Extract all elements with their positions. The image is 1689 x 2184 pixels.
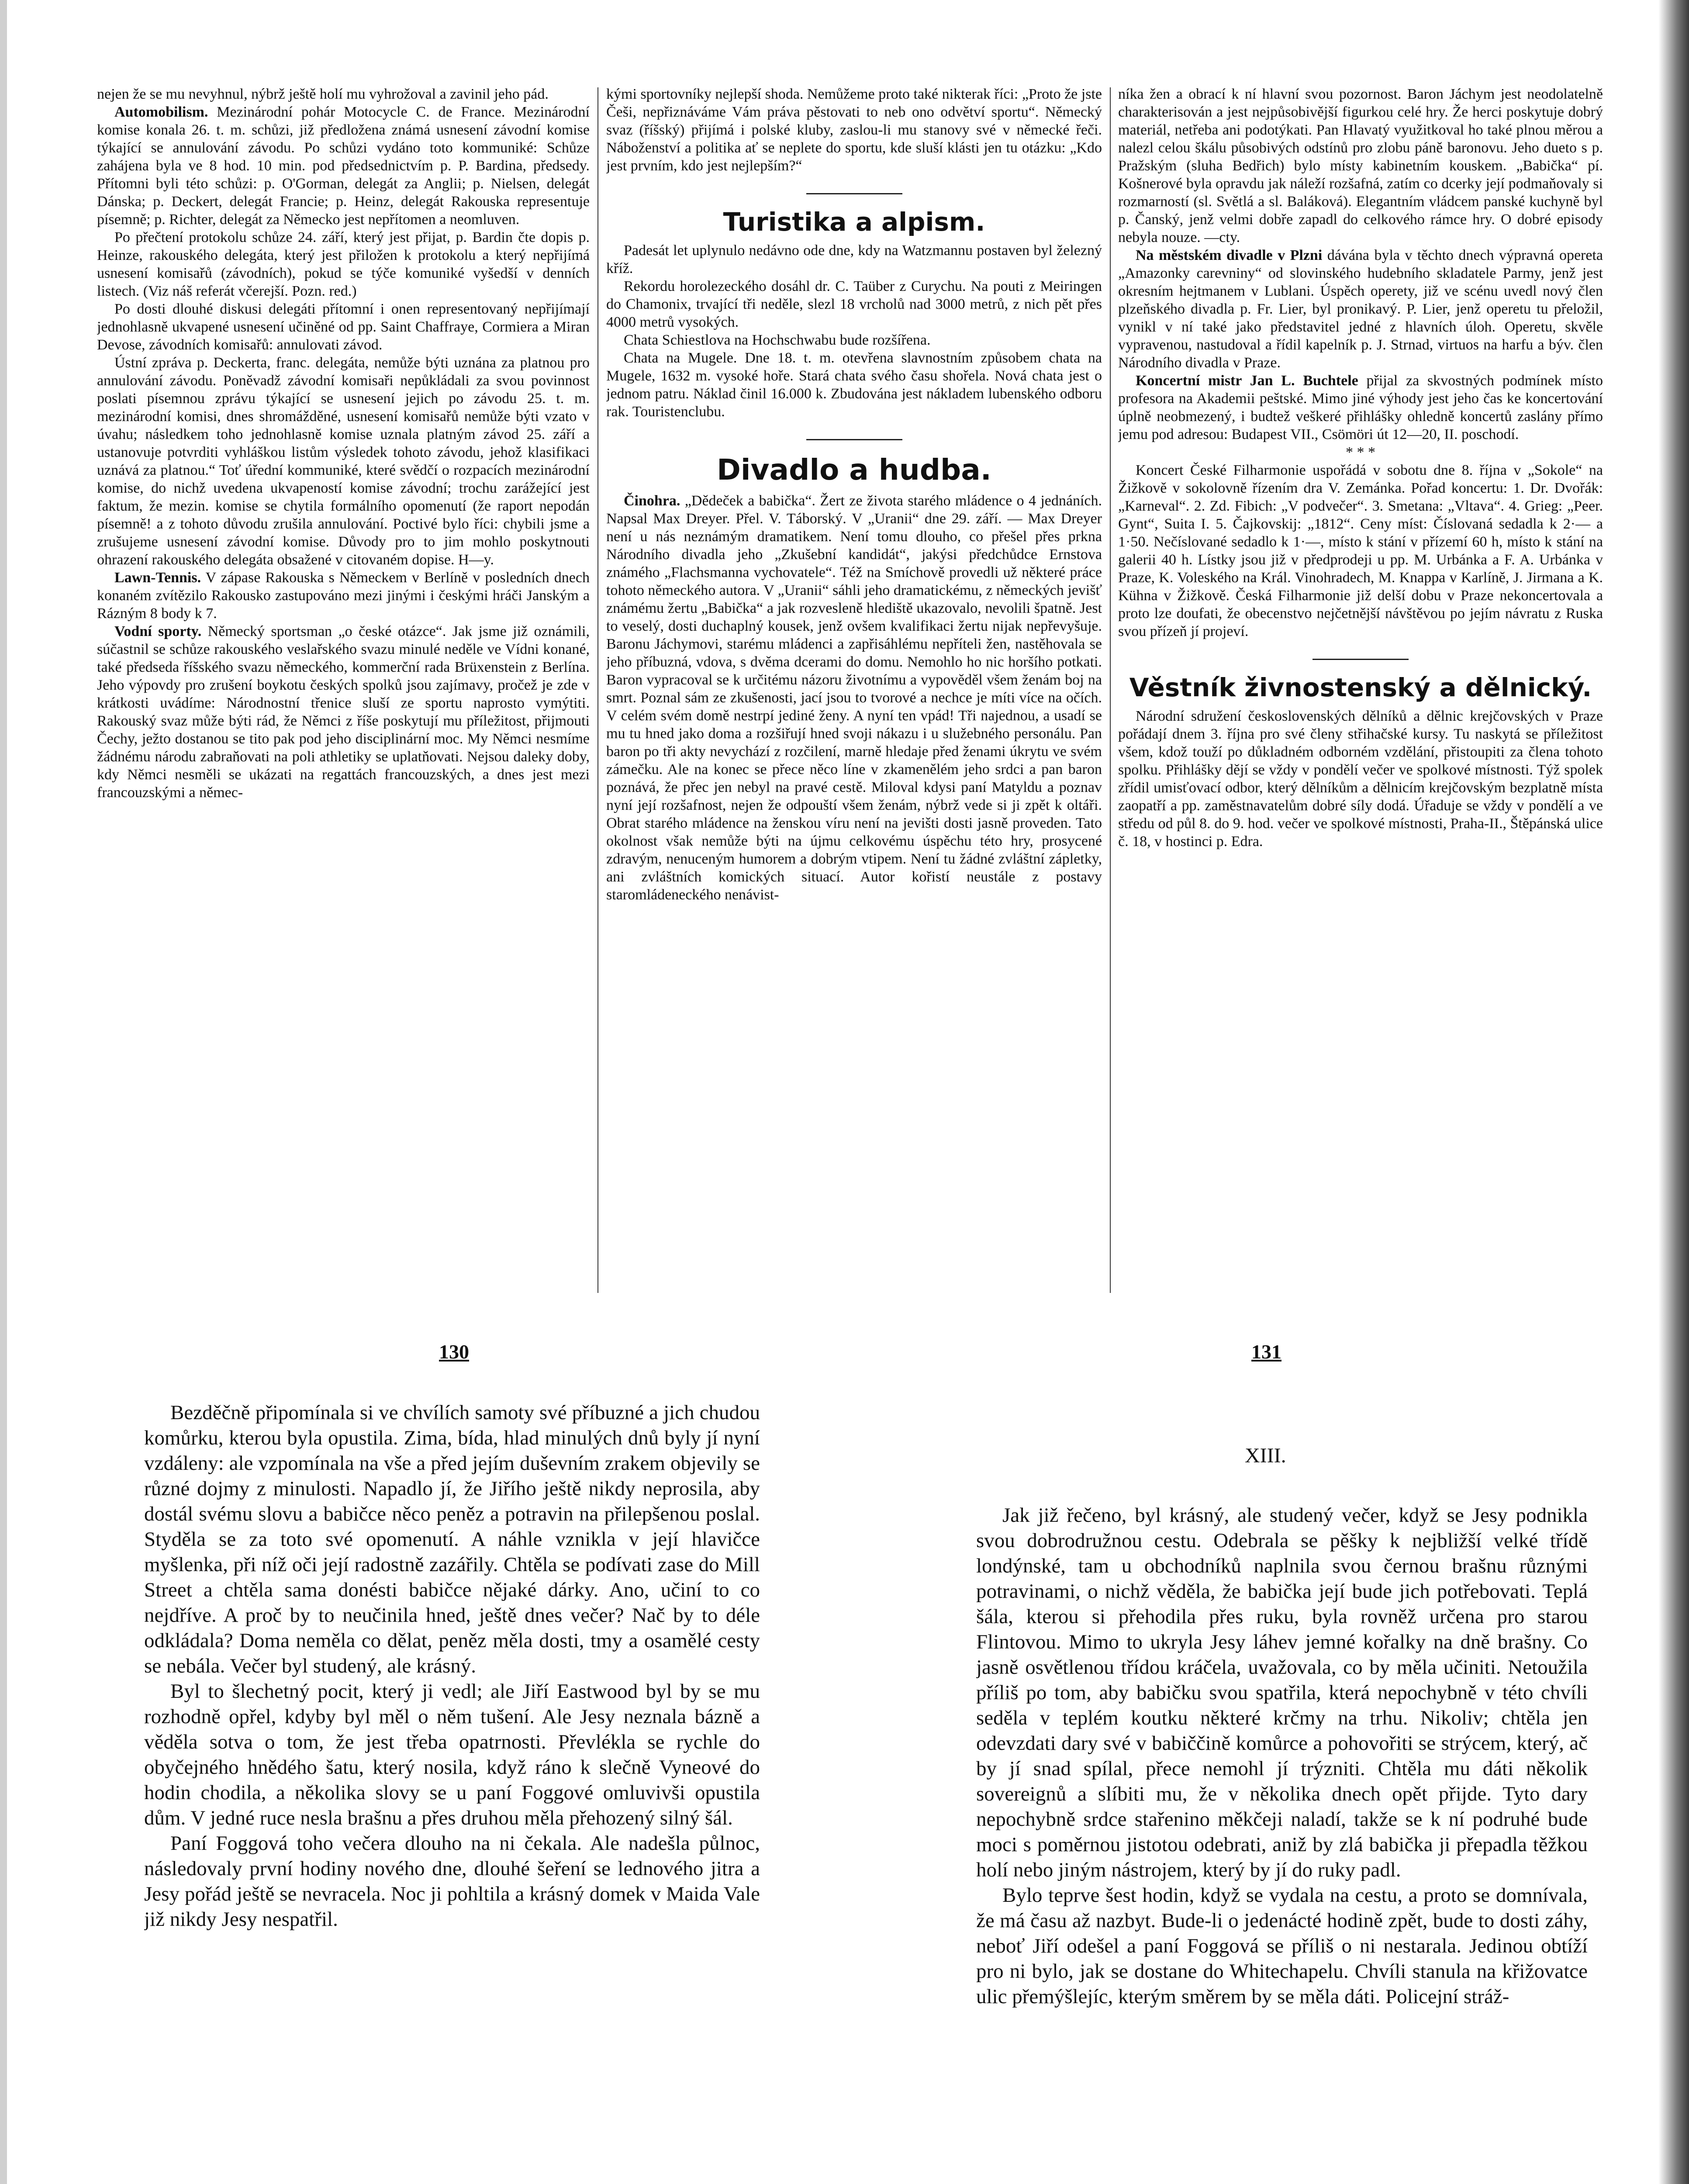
column-rule [1110,87,1111,1293]
article-text: Padesát let uplynulo nedávno ode dne, kdy na Watzmannu postaven byl železný kříž. [606,242,1102,276]
scan-edge-left [0,0,7,2184]
article-paragraph [1118,707,1603,850]
article-text: V zápase Rakouska s Německem v Berlíně v posledních dnech konaném zvítězilo Rakousko zastupováno mezi jinými i českými hráči Janským a Rázným 8 body k 7. [97,570,590,622]
article-paragraph [1118,372,1603,443]
article-text: níka žen a obrací k ní hlavní svou pozornost. Baron Jáchym jest neodolatelně charakterisován a jest nejpůsobivější figurkou celé hry. Že herci poskytuje dobrý materiál, netřeba ani podotýkati. Pan Hlavatý využitkoval ho také plnou měrou a nalezl celou škálu působivých odstínů pro zlobu páně baronovu. Jeho dueto s p. Pražským (sluha Bedřich) bylo místy kabinetním kouskem. „Babička“ pí. Košnerové byla opravdu jak náleží rozšafná, zatím co dcerky její podmaňovaly si rozmarností (sl. Světlá a sl. Baláková). Elegantním vládcem panské kuchyně byl p. Čanský, jenž velmi dobře zapadl do celkového rámce hry. O dobré episody nebyla nouze. —cty. [1118,86,1603,245]
article-text: Rekordu horolezeckého dosáhl dr. C. Taüber z Curychu. Na pouti z Meiringen do Chamonix, trvající tři neděle, slezl 18 vrcholů nad 3000 metrů, z nich pět přes 4000 metrů vysokých. [606,278,1102,330]
section-heading: Divadlo a hudba. [717,453,991,487]
article-paragraph [97,85,590,103]
article-paragraph [1118,85,1603,246]
article-paragraph [606,85,1102,175]
article-text: Chata na Mugele. Dne 18. t. m. otevřena slavnostním způsobem chata na Mugele, 1632 m. vysoké hoře. Stará chata svého času shořela. Nová chata jest o jednom patru. Náklad činil 16.000 k. Zbudována jest nákladem lubenského odboru rak. Touristenclubu. [606,350,1102,420]
section-heading: Věstník živnostenský a dělnický. [1129,673,1592,702]
article-paragraph [97,622,590,802]
section-heading: Turistika a alpism. [723,207,985,237]
article-text: Mezinárodní pohár Motocycle C. de France. Mezinárodní komise konala 26. t. m. schůzi, již předložena známá usnesení závodní komise týkající se annulování závodu. Po schůzi vydáno toto kommuniké: Schůze zahájena byla ve 8 hod. 10 min. pod předsednictvím p. P. Bardina, předsedy. Přítomni byli této schůzi: p. O'Gorman, delegát za Anglii; p. Nielsen, delegát Dánska; p. Deckert, delegát Francie; p. Heinz, delegát Rakouska representuje písemně; p. Richter, delegát za Německo jest nepřítomen a neomluven. [97,104,590,228]
article-paragraph [606,349,1102,421]
novel-paragraph: Bylo teprve šest hodin, když se vydala na cestu, a proto se domnívala, že má času až nazbyt. Bude-li o jedenácté hodině zpět, bude to dosti záhy, neboť Jiří odešel a paní Foggová se příliš o ni nestarala. Jedinou obtíží pro ni bylo, jak se dostane do Whitechapelu. Chvíli stanula na křižovatce ulic přemýšlejíc, kterým směrem by se měla dáti. Policejní stráž- [976,1884,1588,2008]
novel-paragraph: Jak již řečeno, byl krásný, ale studený večer, když se Jesy podnikla svou dobrodružnou cestu. Odebrala se pěšky k nejbližší velké třídě londýnské, tam u obchodníků naplnila svou černou brašnu různými potravinami, o nichž věděla, že babička její bude jich potřebovati. Teplá šála, kterou si přehodila přes ruku, byla rovněž určena pro starou Flintovou. Mimo to ukryla Jesy láhev jemné kořalky na dně brašny. Co jasně osvětlenou třídou kráčela, uvažovala, co by měla učiniti. Netoužila příliš po tom, aby babičku svou spatřila, která nepochybně v této chvíli seděla v teplém koutku některé krčmy na trhu. Nikoliv; chtěla jen odevzdati dary své v babiččině komůrce a pohovořiti se strýcem, který, ač by jí snad spílal, přece nemohl jí trýzniti. Chtěla mu dáti několik sovereignů a slíbiti mu, že v několika dnech opět přijde. Tyto dary nepochybně srdce stařenino měkčeji naladí, takže se k ní podruhé bude moci s poměrnou jistotou odebrati, aniž by zlá babička ji přepadla těžkou holí nebo jiným nástrojem, který by jí do ruky padl. [976,1504,1588,1881]
article-lead: Na městském divadle v Plzni [1136,247,1323,263]
article-text: Koncert České Filharmonie uspořádá v sobotu dne 8. října v „Sokole“ na Žižkově v sokolovně řízením dra V. Zemánka. Pořad koncertu: 1. Dr. Dvořák: „Karneval“. 2. Zd. Fibich: „V podvečer“. 3. Smetana: „Vltava“. 4. Grieg: „Peer. Gynt“, Suita I. 5. Čajkovskij: „1812“. Ceny míst: Číslovaná sedadla k 2·— a 1·50. Nečíslované sedadlo k 1·—, místo k stání v přízemí 60 h, místo k stání na galerii 40 h. Lístky jsou již v předprodeji u pp. M. Urbánka a F. A. Urbánka v Praze, K. Voleského na Král. Vinohradech, M. Knappa v Karlíně, J. Jirmana a K. Kühna v Žižkově. Česká Filharmonie již delší dobu v Praze nekoncertovala a proto lze doufati, že obecenstvo nejčetnější návštěvou po jejím návratu z Ruska svou přízeň jí projeví. [1118,462,1603,639]
article-paragraph [606,277,1102,331]
chapter-heading: XIII. [1245,1444,1286,1467]
article-text: přijal za skvostných podmínek místo profesora na Akademii peštské. Mimo jiné výhody jest jeho čas ke koncertování úplně neobmezený, i budtež veškeré přihlášky ohledně koncertů zaslány přímo jemu pod adresou: Budapest VII., Csömöri út 12—20, II. poschodí. [1118,373,1603,442]
article-lead: Automobilism. [114,104,208,120]
page-number-right: 131 [1251,1341,1281,1363]
article-paragraph [1118,246,1603,372]
article-text: kými sportovníky nejlepší shoda. Nemůžeme proto také nikterak říci: „Proto že jste Češi, nepřiznáváme Vám práva pěstovati to neb ono odvětví sportu“. Německý svaz (říšský) přijímá i polské kluby, zaslou-li mu stanovy své v německé řeči. Náboženství a politika ať se neplete do sportu, kde sluší klásti jen tu otázku: „Kdo jest prvním, kdo jest nejlepším?“ [606,86,1102,174]
novel-paragraph: Byl to šlechetný pocit, který ji vedl; ale Jiří Eastwood byl by se mu rozhodně opřel, kdyby byl měl o něm tušení. Ale Jesy neznala bázně a věděla sotva o tom, že jest třeba opatrnosti. Převlékla se rychle do obyčejného hnědého šatu, který nosila, když ráno k slečně Vyneové do hodin chodila, a několika slovy se u paní Foggové omluvivši opustila dům. V jedné ruce nesla brašnu a přes druhou měla přehozený silný šál. [144,1680,760,1829]
article-paragraph [97,569,590,622]
article-lead: Vodní sporty. [114,623,202,639]
section-separator [606,427,1102,445]
article-text: Ústní zpráva p. Deckerta, franc. delegáta, nemůže býti uznána za platnou pro annulování závodu. Poněvadž závodní komisaři nepůkládali za svou povinnost poslati písemnou zprávu týkající se usnesení jejich po závodu 25. t. m. mezinárodní komisi, dnes shromážděné, usnesení komisařů nemůže býti vzato v úvahu; následkem toho jednohlasně komise uznala platným závod 25. září a ustanovuje potvrditi vyhláškou listům výsledek tohoto závodu, jehož klasifikaci uznává za platnou.“ Toť úřední kommuniké, které svědčí o rozpacích mezinárodní komise, do nichž uvedena ukvapeností komise závodní; trochu zarážející jest faktum, že mezin. komise se chytila formálního opomenutí (že raport nepodán písemně! a z tohoto důvodu zrušila annulování. Poctivé bylo říci: chybili jsme a zrušujeme usnesení závodní komise. Důvody pro to jim mohlo poskytnouti ohrazení rakouského delegáta obsažené v citovaném dopise. H—y. [97,355,590,568]
article-lead: Činohra. [624,493,680,509]
novel-paragraph: Bezděčně připomínala si ve chvílích samoty své příbuzné a jich chudou komůrku, kterou byla opustila. Zima, bída, hlad minulých dnů byly jí nyní vzdáleny: ale vzpomínala na vše a před jejím duševním zrakem objevily se různé dojmy z minulosti. Napadlo jí, že Jiřího ještě nikdy neprosila, aby dostál svému slovu a babičce něco peněz a potravin na přilepšenou poslal. Styděla se za toto své opomenutí. A náhle vznikla v její hlavičce myšlenka, při níž oči její radostně zazářily. Chtěla se podívati zase do Mill Street a chtěla sama donésti babičce nějaké dárky. Ano, učiní to co nejdříve. A proč by to neučinila hned, ještě dnes večer? Nač by to déle odkládala? Doma neměla co dělat, peněz měla dosti, tmy a osamělé cesty se nebála. Večer byl studený, ale krásný. [144,1401,760,1677]
article-paragraph [97,103,590,228]
book-page-left [144,1400,760,2184]
article-text: „Dědeček a babička“. Žert ze života starého mládence o 4 jednáních. Napsal Max Dreyer. Přel. V. Táborský. V „Uranii“ dne 29. září. — Max Dreyer není u nás neznámým dramatikem. Není tomu dlouho, co přešel přes prkna Národního divadla jeho „Zkušební kandidát“, jakýsi předchůdce Ernstova známého „Flachsmanna vychovatele“. Též na Smíchově provedli už některé práce tohoto německého autora. V „Uranii“ sáhli jeho dramatickému, z německých jevišť známému žertu „Babička“ a jak rozvesleně hlediště ukazovalo, nevolili špatně. Jest to veselý, dosti duchaplný kousek, jenž ovšem kvalifikaci žertu nijak nepřevyšuje. Baronu Jáchymovi, starému mládenci a zapřisáhlému nepříteli žen, nastěhovala se jeho příbuzná, vdova, s dvěma dcerami do domu. Nemohlo ho nic horšího potkati. Baron vypracoval se k určitému názoru životnímu a vypověděl všem ženám boj na smrt. Poznal sám ze zkušenosti, jací jsou to tvorové a nechce je míti více na očích. V celém svém domě nestrpí jediné ženy. A nyní ten vpád! Tři najednou, a usadí se mu tu hned jako doma a rozšiřují hned svoji nákazu i u služebného personálu. Pan baron po tři akty nevychází z rozčilení, marně hledaje před ženami úkrytu ve svém zámečku. Ale na konec se přece něco líne v zkamenělém jeho srdci a pan baron poznává, že přec jen nebyl na pravé cestě. Miloval kdysi paní Matyldu a poznav nyní její rozšafnost, nejen že odpouští všem ženám, nýbrž vede si ji zpět k oltáři. Obrat starého mládence na ženskou víru není na jevišti dosti jasně proveden. Tato okolnost však nemůže býti na újmu celkovému úspěchu této hry, prosycené zdravým, nenuceným humorem a dobrým vtipem. Není tu žádné zvláštní zápletky, ani zvláštních komických situací. Autor kořistí neustále z postavy staromládeneckého nenávist- [606,493,1102,903]
article-text: Německý sportsman „o české otázce“. Jak jsme již oznámili, súčastnil se schůze rakouského veslařského svazu minulé neděle ve Vídni konané, také předseda říšského svazu německého, kommerční rada Brüxenstein z Berlína. Jeho výpovdy pro zrušení boykotu českých spolků jsou zajímavy, pročež je zde v krátkosti uvádíme: Národnostní třenice sluší ze sportu naprosto vymýtiti. Rakouský svaz může býti rád, že Němci z říše poskytují mu příležitost, přijmouti Čechy, ježto dostanou se tito pak pod jeho disciplinární moc. My Němci nesmíme žádnému národu zabraňovati na poli athletiky se uplatňovati. Nejsou daleky doby, kdy Němci nesměli se ukázati na regattách francouzských, a dnes jest mezi francouzskými a němec- [97,623,590,801]
article-text: Národní sdružení československých dělníků a dělnic krejčovských v Praze pořádají dnem 3. října pro své členy střihačské kursy. Tu naskytá se příležitost všem, kdož touží po důkladném odborném vzdělání, přistoupiti za člena tohoto spolku. Přihlášky dějí se vždy v pondělí večer ve spolkové místnosti. Týž spolek zřídil umisťovací odbor, který dělníkům a dělnicím krejčovským bezplatně místa zaopatří a pp. zaměstnavatelům dobré síly dodá. Úřaduje se vždy v pondělí a ve středu od půl 8. do 9. hod. večer ve spolkové místnosti, Praha-II., Štěpánská ulice č. 18, v hostinci p. Edra. [1118,708,1603,850]
article-paragraph [606,242,1102,277]
article-text: Po dosti dlouhé diskusi delegáti přítomní i onen representovaný nepřijímají jednohlasně ukvapené usnesení učiněné od pp. Saint Chaffraye, Cormiera a Miran Devose, závodních komisařů: annulovati závod. [97,301,590,353]
article-text: dávána byla v těchto dnech výpravná opereta „Amazonky carevniny“ od slovinského hudebního skladatele Parmy, jenž jest okresním hejtmanem v Lublani. Úspěch operety, již ve scénu uvedl nový člen plzeňského divadla p. Fr. Lier, byl pronikavý. P. Lier, jenž operetu tu přeložil, vynikl v ní také jako představitel jedné z hlavních úloh. Operetu, skvěle vypravenou, nastudoval a řídil kapelník p. J. Strnad, virtuos na harfu a býv. člen Národního divadla v Praze. [1118,247,1603,371]
article-paragraph [97,228,590,300]
article-text: Po přečtení protokolu schůze 24. září, který jest přijat, p. Bardin čte dopis p. Heinze, rakouského delegáta, který jest přiložen k protokolu a který nepřijímá usnesení komisařů (závodních), pokud se týče komuniké vyšedší v denních listech. (Viz náš referát včerejší. Pozn. red.) [97,229,590,299]
article-lead: Koncertní mistr Jan L. Buchtele [1136,373,1358,389]
article-text: Chata Schiestlova na Hochschwabu bude rozšířena. [624,332,931,348]
newspaper-column-trade [1118,85,1603,1308]
section-separator [606,181,1102,199]
page-number-left: 130 [439,1341,469,1363]
newspaper-column-theatre [606,85,1102,1308]
section-separator [1118,646,1603,664]
article-paragraph [606,492,1102,904]
stars-separator: * * * [1346,444,1375,460]
article-paragraph [97,300,590,354]
scan-edge-right [1658,0,1689,2184]
article-paragraph [606,331,1102,349]
article-paragraph [1118,461,1603,640]
book-page-right [976,1503,1588,2184]
novel-paragraph: Paní Foggová toho večera dlouho na ni čekala. Ale nadešla půlnoc, následovaly první hodiny nového dne, dlouhé šeření se lednového jitra a Jesy pořád ještě se nevracela. Noc ji pohltila a krásný domek v Maida Vale již nikdy Jesy nespatřil. [144,1832,760,1931]
article-paragraph [97,354,590,569]
article-lead: Lawn-Tennis. [114,570,201,586]
article-text: nejen že se mu nevyhnul, nýbrž ještě holí mu vyhrožoval a zavinil jeho pád. [97,86,549,102]
newspaper-column-sport [97,85,590,1308]
